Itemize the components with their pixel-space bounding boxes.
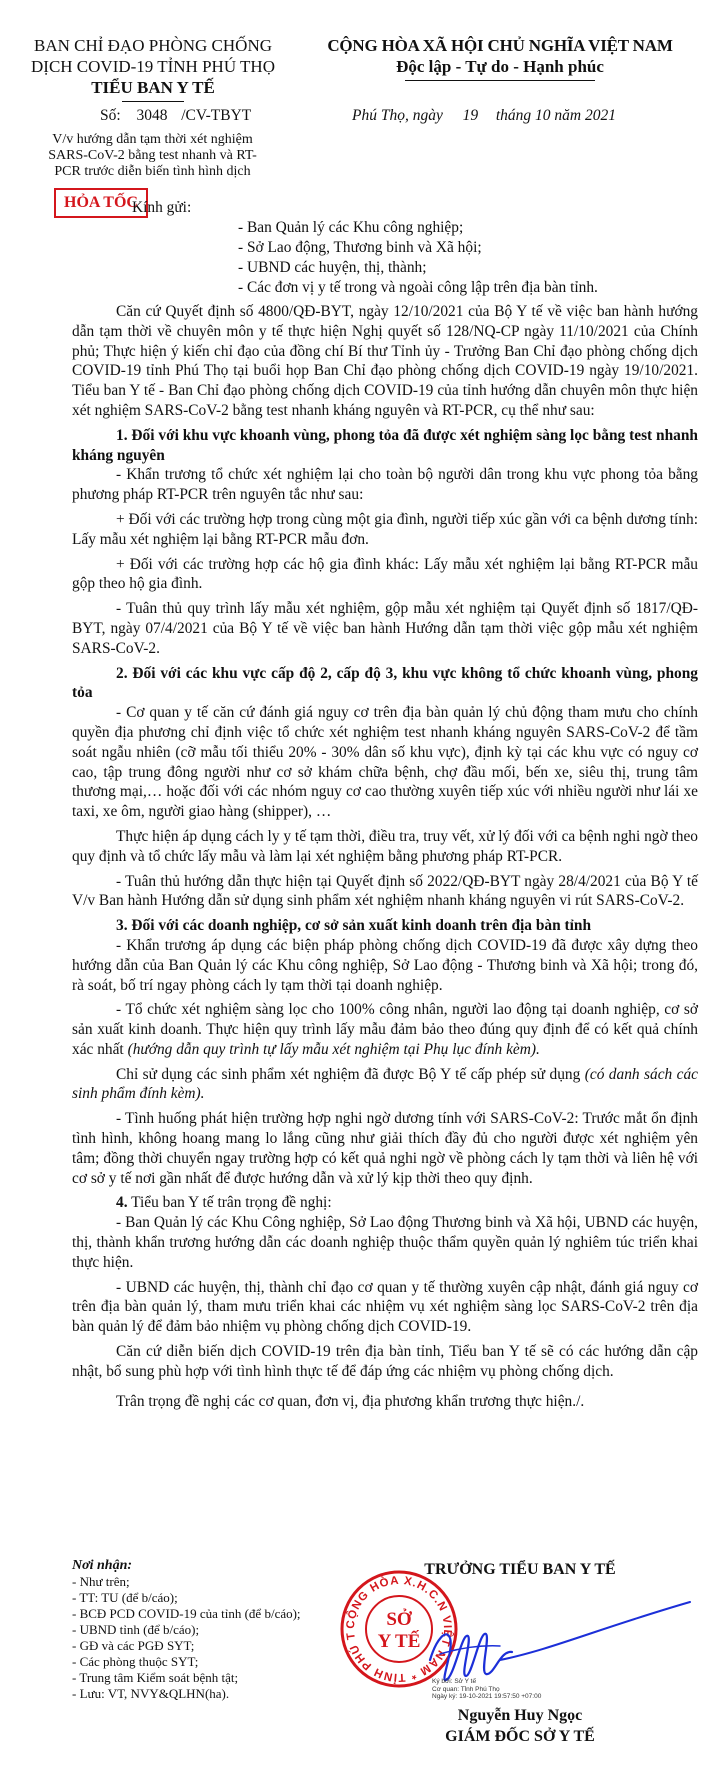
date-month-year: tháng 10 năm 2021 xyxy=(495,107,616,124)
doc-number-suffix: /CV-TBYT xyxy=(181,107,252,124)
recipient-item: - Các đơn vị y tế trong và ngoài công lập trên địa bàn tỉnh. xyxy=(238,279,598,296)
distribution-title: Nơi nhận: xyxy=(72,1558,133,1573)
distribution-item: - Trung tâm Kiểm soát bệnh tật; xyxy=(72,1670,239,1685)
section-3-text: - Tổ chức xét nghiệm sàng lọc cho 100% công nhân, người lao động tại doanh nghiệp, cơ sở sản xuất kinh doanh. Thực hiện quy trình lấy mẫu đảm bảo theo đúng quy định để có kết quả chính xác nhất xyxy=(72,1001,698,1058)
digital-sig-line: Cơ quan: Tỉnh Phú Thọ xyxy=(432,1685,500,1693)
section-4-paragraph: - Ban Quản lý các Khu Công nghiệp, Sở Lao động Thương binh và Xã hội, UBND các huyện, thị, thành khẩn trương hướng dẫn các doanh nghiệp thuộc thẩm quyền quản lý nghiêm túc triển khai thực hiện. xyxy=(72,1214,698,1271)
motto: Độc lập - Tự do - Hạnh phúc xyxy=(396,57,604,76)
signer-title: TRƯỞNG TIỂU BAN Y TẾ xyxy=(424,1561,616,1578)
distribution-item: - Các phòng thuộc SYT; xyxy=(72,1654,199,1669)
section-4-paragraph: - UBND các huyện, thị, thành chỉ đạo cơ quan y tế thường xuyên cập nhật, đánh giá nguy cơ trên địa bàn quản lý, tham mưu triển khai các nhiệm vụ xét nghiệm sàng lọc SARS-CoV-2 trên địa bàn quản lý để đảm bảo nhiệm vụ phòng chống dịch COVID-19. xyxy=(72,1278,698,1336)
section-4-title xyxy=(72,1193,698,1213)
subject xyxy=(40,132,265,180)
seal-center-line-1: SỞ xyxy=(386,1609,412,1630)
subject-line-2: SARS-CoV-2 bằng test nhanh và RT- xyxy=(48,148,257,163)
recipient-item: - Sở Lao động, Thương binh và Xã hội; xyxy=(238,239,482,256)
date-day: 19 xyxy=(462,107,479,124)
closing-paragraph: Căn cứ diễn biến dịch COVID-19 trên địa bàn tỉnh, Tiểu ban Y tế sẽ có các hướng dẫn cập nhật, bổ sung phù hợp với tình hình thực tế để đáp ứng các nhiệm vụ phòng chống dịch. xyxy=(72,1343,698,1380)
agency-line-2: DỊCH COVID-19 TỈNH PHÚ THỌ xyxy=(31,57,275,76)
motto-underline xyxy=(405,80,595,81)
issue-date xyxy=(352,106,616,126)
section-3-italic-note: (có danh sách các sinh phẩm đính kèm). xyxy=(72,1065,698,1103)
section-3-text: Chỉ sử dụng các sinh phẩm xét nghiệm đã được Bộ Y tế cấp phép sử dụng xyxy=(116,1065,581,1083)
distribution-list xyxy=(72,1558,332,1702)
digital-signature-info xyxy=(432,1678,592,1701)
section-2-paragraph: - Cơ quan y tế căn cứ đánh giá nguy cơ trên địa bàn quản lý chủ động tham mưu cho chính quyền địa phương chỉ định việc tổ chức xét nghiệm test nhanh kháng nguyên SARS-CoV-2 để tầm soát ngẫu nhiên (cỡ mẫu tối thiểu 20% - 30% dân số khu vực), định kỳ tại các khu vực có nguy cơ cao, tập trung đông người như cơ sở khám chữa bệnh, chợ đầu mối, bến xe, siêu thị, trung tâm thương mại,… hoặc đối với các nhóm nguy cơ cao thường xuyên tiếp xúc với nhiều người như lái xe taxi, xe ôm, người giao hàng (shipper), … xyxy=(72,704,698,821)
section-2-paragraph: Thực hiện áp dụng cách ly y tế tạm thời, điều tra, truy vết, xử lý đối với ca bệnh nghi ngờ theo quy định và tổ chức lấy mẫu và làm lại xét nghiệm bằng phương pháp RT-PCR. xyxy=(72,827,698,865)
agency-line-1: BAN CHỈ ĐẠO PHÒNG CHỐNG xyxy=(33,36,272,55)
section-3-italic-note: (hướng dẫn quy trình tự lấy mẫu xét nghiệm tại Phụ lục đính kèm). xyxy=(127,1040,540,1058)
section-1-paragraph: + Đối với các trường hợp các hộ gia đình khác: Lấy mẫu xét nghiệm lại bằng RT-PCR mẫu gộp theo hộ gia đình. xyxy=(72,555,698,593)
section-4-heading: Tiểu ban Y tế trân trọng đề nghị: xyxy=(131,1194,332,1212)
closing-paragraph: Trân trọng đề nghị các cơ quan, đơn vị, địa phương khẩn trương thực hiện./. xyxy=(116,1392,585,1410)
document-body xyxy=(72,302,698,1411)
section-1-title: 1. Đối với khu vực khoanh vùng, phong tỏa đã được xét nghiệm sàng lọc bằng test nhanh kháng nguyên xyxy=(72,426,698,464)
signer-name: Nguyễn Huy Ngọc xyxy=(457,1707,583,1724)
urgent-stamp: HỎA TỐC xyxy=(54,188,148,218)
recipients xyxy=(238,218,698,298)
intro-paragraph: Căn cứ Quyết định số 4800/QĐ-BYT, ngày 12/10/2021 của Bộ Y tế về việc ban hành hướng dẫn tạm thời về chuyên môn y tế thực hiện Nghị quyết số 128/NQ-CP ngày 11/10/2021 của Chính phủ; Thực hiện ý kiến chỉ đạo của đồng chí Bí thư Tỉnh ủy - Trưởng Ban Chỉ đạo phòng chống dịch COVID-19 tỉnh Phú Thọ tại buổi họp Ban Chỉ đạo phòng chống dịch COVID-19 ngày 19/10/2021. Tiểu ban Y tế - Ban Chỉ đạo phòng chống dịch COVID-19 của tỉnh hướng dẫn chuyên môn thực hiện xét nghiệm SARS-CoV-2 bằng test nhanh kháng nguyên và RT-PCR, cụ thể như sau: xyxy=(72,303,698,419)
digital-sig-line: Ký bởi: Sở Y tế xyxy=(432,1678,477,1685)
section-1-paragraph: - Tuân thủ quy trình lấy mẫu xét nghiệm, gộp mẫu xét nghiệm tại Quyết định số 1817/QĐ-BYT, ngày 07/4/2021 của Bộ Y tế về việc ban hành Hướng dẫn tạm thời việc gộp mẫu xét nghiệm SARS-CoV-2. xyxy=(72,600,698,657)
section-3-paragraph: - Khẩn trương áp dụng các biện pháp phòng chống dịch COVID-19 đã được xây dựng theo hướng dẫn của Ban Quản lý các Khu công nghiệp, Sở Lao động - Thương binh và Xã hội; trong đó, rà soát, bố trí ngay phòng cách ly tạm thời tại doanh nghiệp. xyxy=(72,936,698,994)
section-3-paragraph xyxy=(72,1000,698,1059)
doc-number-value: 3048 xyxy=(136,107,168,124)
distribution-item: - BCĐ PCD COVID-19 của tỉnh (để b/cáo); xyxy=(72,1606,301,1621)
distribution-item: - Như trên; xyxy=(72,1574,130,1589)
distribution-item: - Lưu: VT, NVY&QLHN(ha). xyxy=(72,1686,230,1701)
date-place: Phú Thọ, ngày xyxy=(352,107,443,124)
section-2-paragraph: - Tuân thủ hướng dẫn thực hiện tại Quyết định số 2022/QĐ-BYT ngày 28/4/2021 của Bộ Y tế V/v Ban hành Hướng dẫn sử dụng sinh phẩm xét nghiệm nhanh kháng nguyên vi rút SARS-CoV-2. xyxy=(72,872,698,910)
section-3-title: 3. Đối với các doanh nghiệp, cơ sở sản xuất kinh doanh trên địa bàn tỉnh xyxy=(116,917,592,935)
greeting: Kính gửi: xyxy=(132,199,192,216)
section-1-paragraph: - Khẩn trương tổ chức xét nghiệm lại cho toàn bộ người dân trong khu vực phong tỏa bằng phương pháp RT-PCR trên nguyên tắc như sau: xyxy=(72,466,698,504)
subject-line-3: PCR trước diễn biến tình hình dịch xyxy=(54,164,251,179)
section-2-title: 2. Đối với các khu vực cấp độ 2, cấp độ 3, khu vực không tổ chức khoanh vùng, phong tỏa xyxy=(72,664,698,702)
distribution-item: - UBND tỉnh (để b/cáo); xyxy=(72,1622,200,1637)
seal-ring-text: CỘNG HÒA X.H.C.N VIỆT NAM * TỈNH PHÚ T xyxy=(344,1574,454,1684)
signer-position: GIÁM ĐỐC SỞ Y TẾ xyxy=(445,1728,595,1745)
recipient-item: - Ban Quản lý các Khu công nghiệp; xyxy=(238,219,464,236)
subject-line-1: V/v hướng dẫn tạm thời xét nghiệm xyxy=(52,132,253,147)
agency-line-3: TIỂU BAN Y TẾ xyxy=(91,78,215,97)
digital-sig-line: Ngày ký: 19-10-2021 19:57:50 +07:00 xyxy=(432,1693,542,1700)
recipient-item: - UBND các huyện, thị, thành; xyxy=(238,259,427,276)
agency-underline xyxy=(122,101,184,102)
distribution-item: - GĐ và các PGĐ SYT; xyxy=(72,1638,195,1653)
distribution-item: - TT: TU (để b/cáo); xyxy=(72,1590,178,1605)
national-motto xyxy=(300,35,700,77)
document-number xyxy=(100,106,251,126)
issuing-agency xyxy=(28,35,278,98)
section-4-number: 4. xyxy=(116,1194,128,1212)
section-3-paragraph xyxy=(72,1065,698,1105)
country-name: CỘNG HÒA XÃ HỘI CHỦ NGHĨA VIỆT NAM xyxy=(327,36,673,55)
section-1-paragraph: + Đối với các trường hợp trong cùng một gia đình, người tiếp xúc gần với ca bệnh dương tính: Lấy mẫu xét nghiệm lại bằng RT-PCR mẫu đơn. xyxy=(72,510,698,548)
doc-number-label: Số: xyxy=(100,107,121,124)
section-3-paragraph: - Tình huống phát hiện trường hợp nghi ngờ dương tính với SARS-CoV-2: Trước mắt ổn định tình hình, không hoang mang lo lắng cũng như giải thích đầy đủ cho người được xét nghiệm yên tâm; đồng thời chuyển ngay trường hợp có kết quả nghi ngờ về phòng cách ly tạm thời và liên hệ với cơ sở y tế nơi gần nhất để được hướng dẫn và xử lý kịp thời theo quy định. xyxy=(72,1110,698,1187)
seal-center-line-2: Y TẾ xyxy=(377,1631,421,1652)
